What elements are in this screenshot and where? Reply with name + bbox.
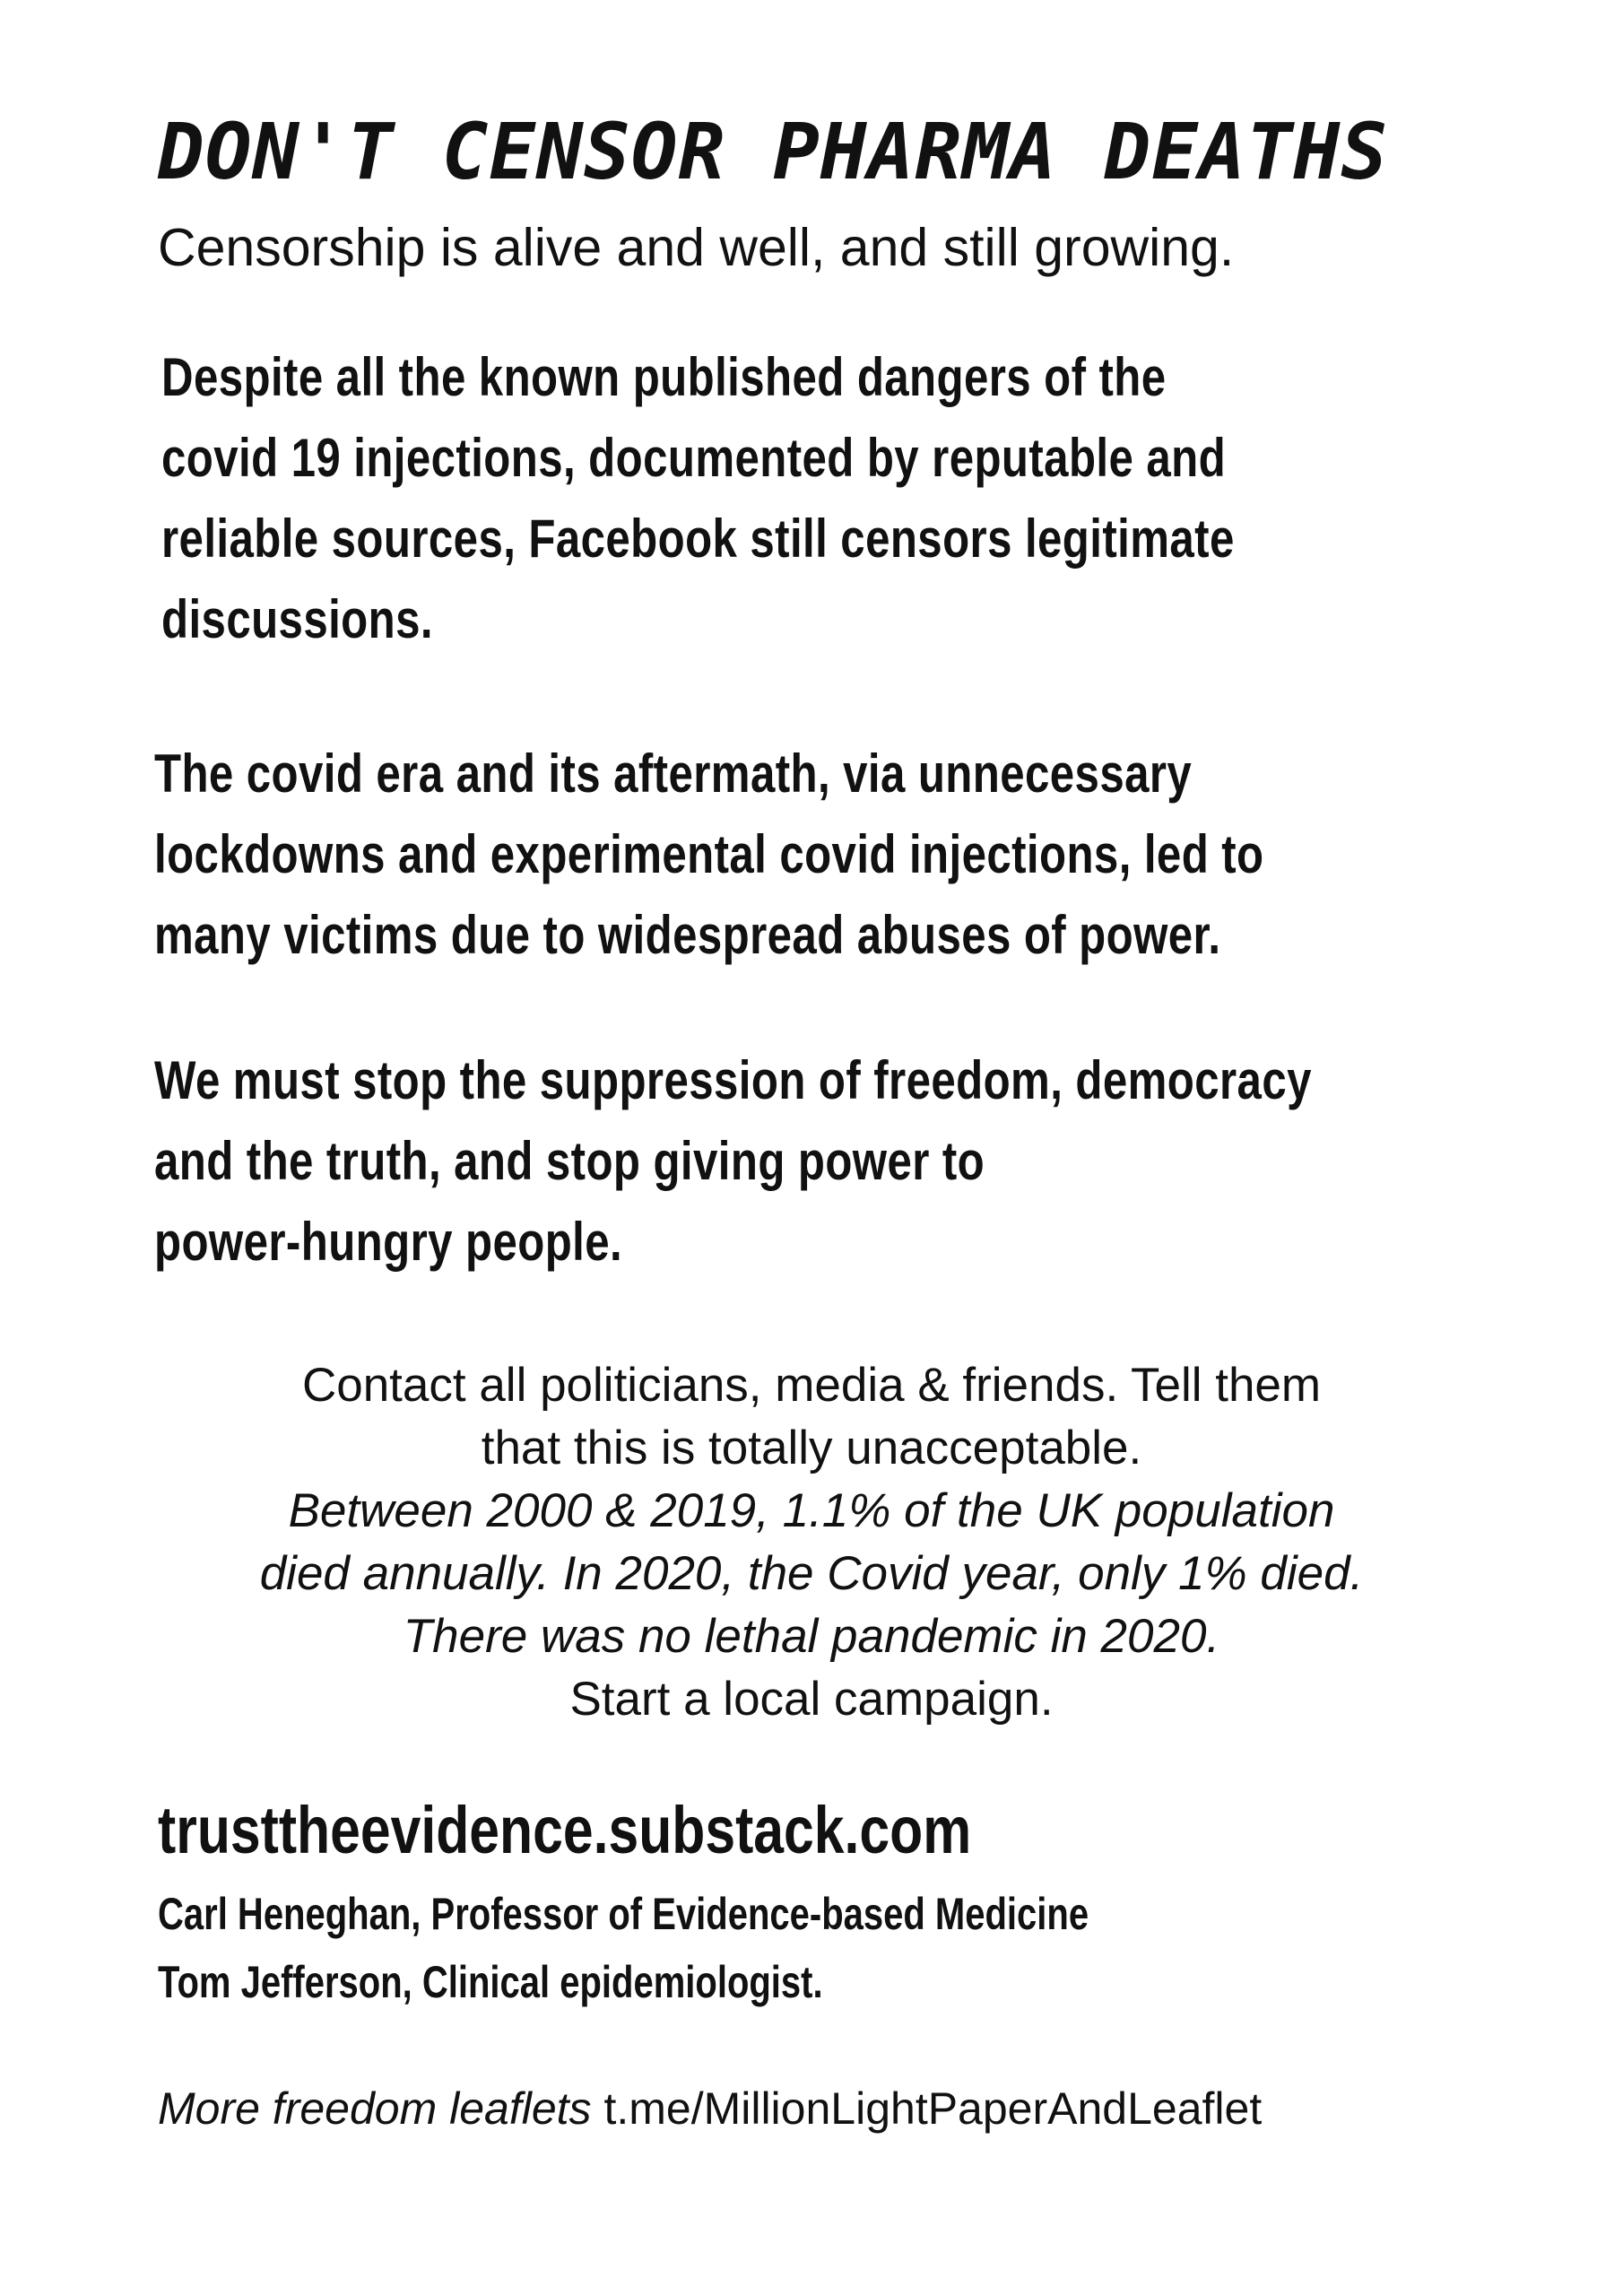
paragraph-line: lockdowns and experimental covid injections, led to [154,824,1264,884]
contact-line: that this is totally unacceptable. [481,1422,1142,1474]
contact-section [0,1354,1623,1731]
campaign-line: Start a local campaign. [569,1673,1054,1726]
paragraph-line: reliable sources, Facebook still censors legitimate [161,509,1235,569]
statistic-line: There was no lethal pandemic in 2020. [403,1610,1220,1663]
paragraph-covid-era [154,734,1264,976]
paragraph-line: many victims due to widespread abuses of power. [154,905,1221,965]
paragraph-line: power-hungry people. [154,1212,623,1272]
paragraph-line: We must stop the suppression of freedom, democracy [154,1050,1312,1110]
paragraph-line: discussions. [161,589,433,649]
authors-list [158,1880,1089,2016]
footer-link: t.me/MillionLightPaperAndLeaflet [603,2083,1263,2134]
paragraph-line: and the truth, and stop giving power to [154,1131,985,1191]
author-line: Carl Heneghan, Professor of Evidence-based Medicine [158,1889,1089,1939]
statistic-line: Between 2000 & 2019, 1.1% of the UK population [288,1484,1335,1537]
website-url: trusttheevidence.substack.com [158,1793,972,1867]
author-line: Tom Jefferson, Clinical epidemiologist. [158,1957,823,2007]
paragraph-line: Despite all the known published dangers of the [161,347,1167,407]
footer [158,2077,1262,2140]
paragraph-facebook-censorship [161,337,1235,660]
leaflet-title: DON'T CENSOR PHARMA DEATHS [158,108,1389,197]
paragraph-line: The covid era and its aftermath, via unnecessary [154,744,1193,804]
leaflet-subtitle: Censorship is alive and well, and still growing. [158,218,1235,277]
paragraph-stop-suppression [154,1040,1312,1283]
paragraph-line: covid 19 injections, documented by reputable and [161,428,1227,488]
statistic-line: died annually. In 2020, the Covid year, only 1% died. [259,1547,1364,1600]
contact-line: Contact all politicians, media & friends. Tell them [301,1359,1322,1412]
footer-label: More freedom leaflets [158,2083,592,2134]
